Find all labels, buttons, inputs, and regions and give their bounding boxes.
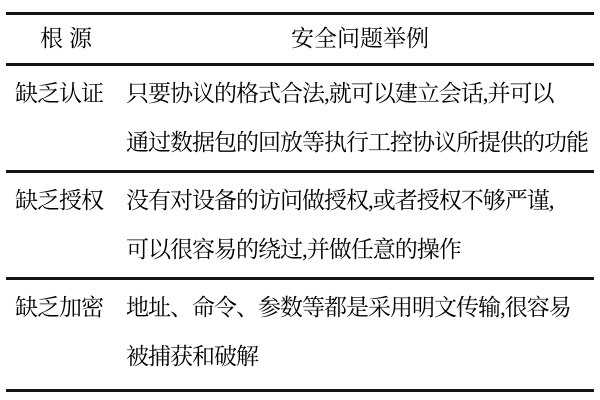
table-header-row (6, 15, 594, 66)
example-line: 被捕获和破解 (126, 344, 258, 369)
example-cell (126, 176, 594, 274)
example-line: 没有对设备的访问做授权,或者授权不够严谨, (126, 188, 554, 213)
security-issues-table (6, 12, 594, 392)
header-cell-cause: 根源 (40, 26, 98, 51)
example-line: 只要协议的格式合法,就可以建立会话,并可以 (126, 81, 554, 106)
header-cell-examples: 安全问题举例 (291, 26, 429, 51)
table-row-lack-encryption (6, 280, 594, 389)
table-row-lack-authorization (6, 173, 594, 280)
example-cell (126, 283, 594, 381)
example-line: 可以很容易的绕过,并做任意的操作 (126, 237, 461, 262)
cause-cell: 缺乏授权 (15, 188, 103, 213)
table-row-lack-authentication (6, 66, 594, 173)
example-cell (126, 69, 594, 167)
cause-cell: 缺乏认证 (15, 81, 103, 106)
example-line: 通过数据包的回放等执行工控协议所提供的功能 (126, 130, 588, 155)
cause-cell: 缺乏加密 (15, 295, 103, 320)
example-line: 地址、命令、参数等都是采用明文传输,很容易 (126, 295, 571, 320)
